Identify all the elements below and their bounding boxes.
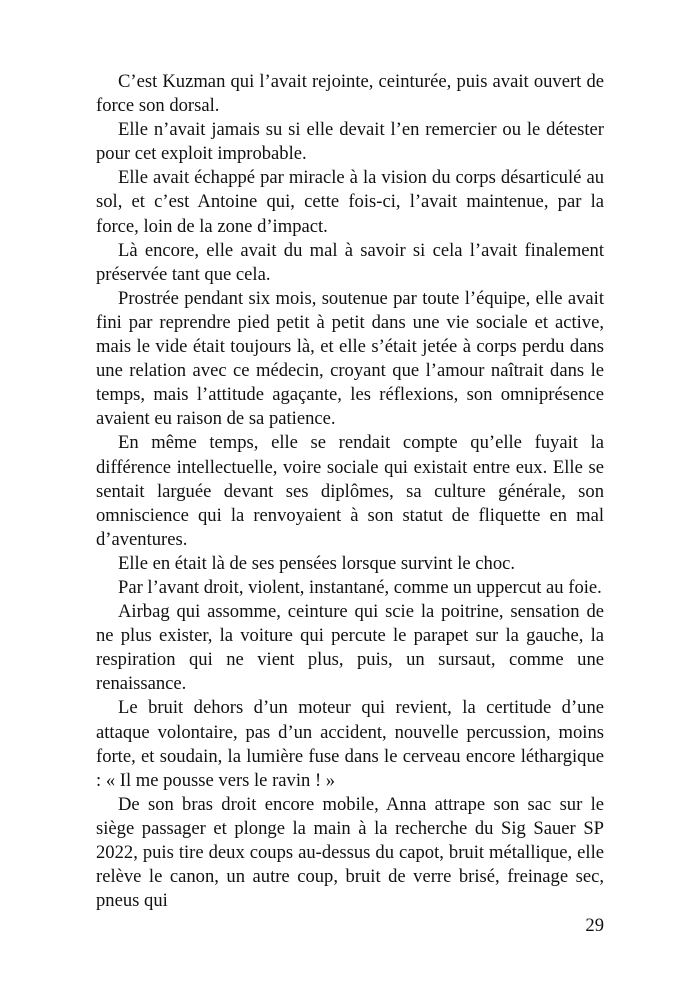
paragraph: C’est Kuzman qui l’avait rejointe, ceinturée, puis avait ouvert de force son dorsal. [96, 71, 604, 117]
paragraph: Prostrée pendant six mois, soutenue par toute l’équipe, elle avait fini par reprendre pied petit à petit dans une vie sociale et active, mais le vide était toujours là, et elle s’était jetée à corps perdu dans une relation avec ce médecin, croyant que l’amour naîtrait dans le temps, mais l’attitude agaçante, les réflexions, son omniprésence avaient eu raison de sa patience. [96, 287, 604, 430]
paragraph: Elle avait échappé par miracle à la vision du corps désarticulé au sol, et c’est Antoine qui, cette fois-ci, l’avait maintenue, par la force, loin de la zone d’impact. [96, 167, 604, 237]
paragraph: Elle n’avait jamais su si elle devait l’en remercier ou le détester pour cet exploit improbable. [96, 119, 604, 165]
paragraph: Airbag qui assomme, ceinture qui scie la poitrine, sensation de ne plus exister, la voiture qui percute le parapet sur la gauche, la respiration qui ne vient plus, puis, un sursaut, comme une renaissance. [96, 601, 604, 695]
paragraph: Elle en était là de ses pensées lorsque survint le choc. [118, 552, 516, 574]
paragraph: Par l’avant droit, violent, instantané, comme un uppercut au foie. [118, 576, 602, 598]
paragraph: De son bras droit encore mobile, Anna attrape son sac sur le siège passager et plonge la main à la recherche du Sig Sauer SP 2022, puis tire deux coups au-dessus du capot, bruit métallique, elle relève le canon, un autre coup, bruit de verre brisé, freinage sec, pneus qui [96, 793, 604, 912]
paragraph: En même temps, elle se rendait compte qu’elle fuyait la différence intellectuelle, voire sociale qui existait entre eux. Elle se sentait larguée devant ses diplômes, sa culture générale, son omniscience qui la renvoyaient à son statut de fliquette en mal d’aventures. [96, 432, 604, 550]
paragraph: Le bruit dehors d’un moteur qui revient, la certitude d’une attaque volontaire, pas d’un accident, nouvelle percussion, moins forte, et soudain, la lumière fuse dans le cerveau encore léthargique : « Il me pousse vers le ravin ! » [96, 697, 604, 791]
paragraph: Là encore, elle avait du mal à savoir si cela l’avait finalement préservée tant que cela. [96, 239, 604, 285]
body-text [96, 70, 604, 913]
page-number: 29 [585, 915, 604, 936]
